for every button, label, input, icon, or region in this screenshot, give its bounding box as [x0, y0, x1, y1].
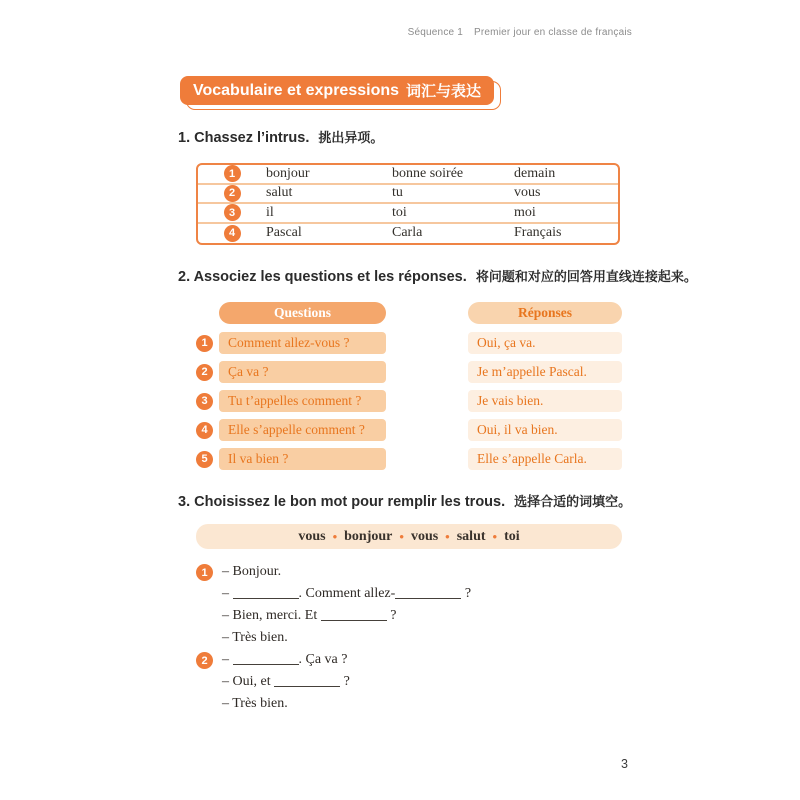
word-bank-word: vous [298, 528, 326, 544]
number-badge: 1 [196, 564, 213, 581]
number-badge: 2 [196, 364, 213, 381]
dialogue-lines [222, 649, 626, 715]
dialogue-line: – Très bien. [222, 630, 288, 645]
running-head-title: Premier jour en classe de français [474, 27, 632, 38]
intrus-word: Français [514, 225, 562, 241]
fill-blank [395, 598, 461, 599]
question-item [196, 361, 386, 383]
intrus-word: demain [514, 165, 556, 181]
number-badge: 5 [196, 451, 213, 468]
number-badge: 2 [224, 185, 241, 202]
dialogue-group [196, 561, 626, 649]
number-badge: 2 [196, 652, 213, 669]
number-badge: 1 [224, 165, 241, 182]
word-bank-word: toi [504, 528, 520, 544]
word-bank-word: bonjour [344, 528, 393, 544]
question-box: Ça va ? [219, 361, 386, 383]
word-bank-bullet: • [445, 528, 450, 544]
question-box: Elle s’appelle comment ? [219, 419, 386, 441]
intrus-word: Carla [392, 225, 423, 241]
question-box: Tu t’appelles comment ? [219, 390, 386, 412]
running-head-chapter: Séquence 1 [407, 27, 464, 38]
intrus-word: tu [392, 185, 403, 201]
exercise3-heading-zh: 选择合适的词填空。 [514, 494, 632, 509]
exercise3-heading [178, 491, 631, 510]
dialogue-line: – Bonjour. [222, 564, 282, 579]
intrus-word: Pascal [266, 225, 302, 241]
exercise3-heading-fr: 3. Choisissez le bon mot pour remplir les trous. [178, 494, 506, 510]
dialogue-exercise [196, 561, 626, 715]
intrus-row [198, 165, 618, 185]
intrus-row [198, 185, 618, 205]
dialogue-line: – . Ça va ? [222, 652, 348, 667]
dialogue-group [196, 649, 626, 715]
intrus-word: bonjour [266, 165, 310, 181]
exercise2-heading [178, 266, 697, 285]
response-box: Je vais bien. [468, 390, 622, 412]
exercise1-heading-zh: 挑出异项。 [318, 130, 384, 145]
number-badge: 4 [224, 225, 241, 242]
number-badge: 3 [196, 393, 213, 410]
question-item [196, 390, 386, 412]
dialogue-line: – . Comment allez- ? [222, 586, 472, 601]
running-head [408, 27, 632, 38]
responses-list [468, 332, 622, 470]
fill-blank [321, 620, 387, 621]
number-badge: 4 [196, 422, 213, 439]
number-badge: 3 [224, 204, 241, 221]
question-item [196, 419, 386, 441]
matching-exercise [196, 302, 622, 477]
intrus-word: bonne soirée [392, 165, 464, 181]
intrus-word: vous [514, 185, 541, 201]
banner-title-zh: 词汇与表达 [406, 83, 482, 100]
section-banner [180, 76, 494, 105]
dialogue-line: – Bien, merci. Et ? [222, 608, 397, 623]
word-bank-word: salut [456, 528, 486, 544]
question-box: Comment allez-vous ? [219, 332, 386, 354]
response-box: Je m’appelle Pascal. [468, 361, 622, 383]
intrus-row [198, 204, 618, 224]
dialogue-line: – Très bien. [222, 696, 288, 711]
question-box: Il va bien ? [219, 448, 386, 470]
responses-column [468, 302, 622, 477]
questions-header: Questions [219, 302, 386, 324]
dialogue-line: – Oui, et ? [222, 674, 350, 689]
question-item [196, 448, 386, 470]
exercise1-heading [178, 127, 383, 146]
word-bank-bullet: • [399, 528, 404, 544]
word-bank-bullet: • [492, 528, 498, 544]
responses-header: Réponses [468, 302, 622, 324]
question-item [196, 332, 386, 354]
fill-blank [233, 664, 299, 665]
intrus-word: salut [266, 185, 293, 201]
response-box: Oui, ça va. [468, 332, 622, 354]
dialogue-lines [222, 561, 626, 649]
fill-blank [233, 598, 299, 599]
response-box: Elle s’appelle Carla. [468, 448, 622, 470]
page-number: 3 [621, 757, 628, 771]
word-bank [196, 524, 622, 549]
intrus-word: moi [514, 204, 536, 220]
exercise1-heading-fr: 1. Chassez l’intrus. [178, 130, 310, 146]
response-box: Oui, il va bien. [468, 419, 622, 441]
word-bank-bullet: • [332, 528, 338, 544]
number-badge: 1 [196, 335, 213, 352]
intrus-table [196, 163, 620, 245]
questions-column [196, 302, 386, 477]
exercise2-heading-zh: 将问题和对应的回答用直线连接起来。 [475, 269, 697, 284]
fill-blank [274, 686, 340, 687]
intrus-word: il [266, 204, 274, 220]
intrus-word: toi [392, 204, 407, 220]
banner-title-fr: Vocabulaire et expressions [193, 81, 400, 99]
questions-list [196, 332, 386, 470]
exercise2-heading-fr: 2. Associez les questions et les réponses. [178, 269, 467, 285]
word-bank-word: vous [410, 528, 439, 544]
intrus-row [198, 224, 618, 244]
